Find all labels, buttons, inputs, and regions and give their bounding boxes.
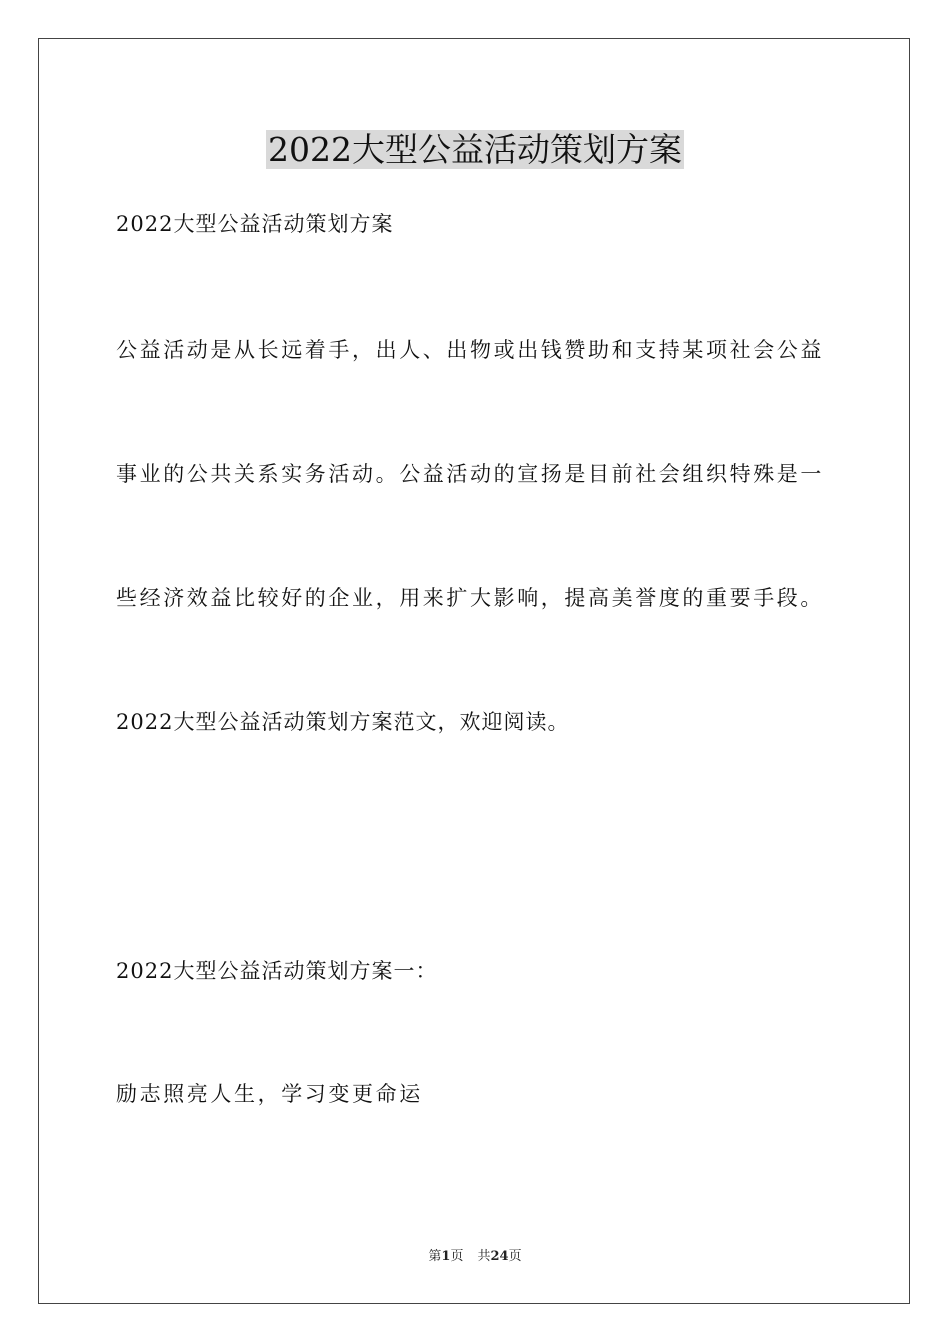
- section-heading: 2022大型公益活动策划方案一：: [116, 959, 438, 983]
- footer-total-prefix: 共: [477, 1249, 491, 1264]
- document-title-text: 2022大型公益活动策划方案: [268, 130, 682, 169]
- footer-page-prefix: 第: [428, 1249, 442, 1264]
- page-footer: [0, 1248, 950, 1266]
- body-paragraph-line: 公益活动是从长远着手，出人、出物或出钱赞助和支持某项社会公益: [116, 338, 824, 362]
- section-subheading: 励志照亮人生，学习变更命运: [116, 1082, 423, 1106]
- footer-total-suffix: 页: [508, 1249, 522, 1264]
- document-title: [0, 128, 950, 172]
- footer-page-suffix: 页: [450, 1249, 464, 1264]
- subtitle-paragraph: 2022大型公益活动策划方案: [116, 212, 394, 236]
- body-paragraph-line: 事业的公共关系实务活动。公益活动的宣扬是目前社会组织特殊是一: [116, 462, 824, 486]
- intro-paragraph: 2022大型公益活动策划方案范文，欢迎阅读。: [116, 710, 570, 734]
- footer-total-pages: 24: [490, 1249, 509, 1264]
- body-paragraph-line: 些经济效益比较好的企业，用来扩大影响，提高美誉度的重要手段。: [116, 586, 824, 610]
- footer-page-number: 1: [441, 1249, 451, 1264]
